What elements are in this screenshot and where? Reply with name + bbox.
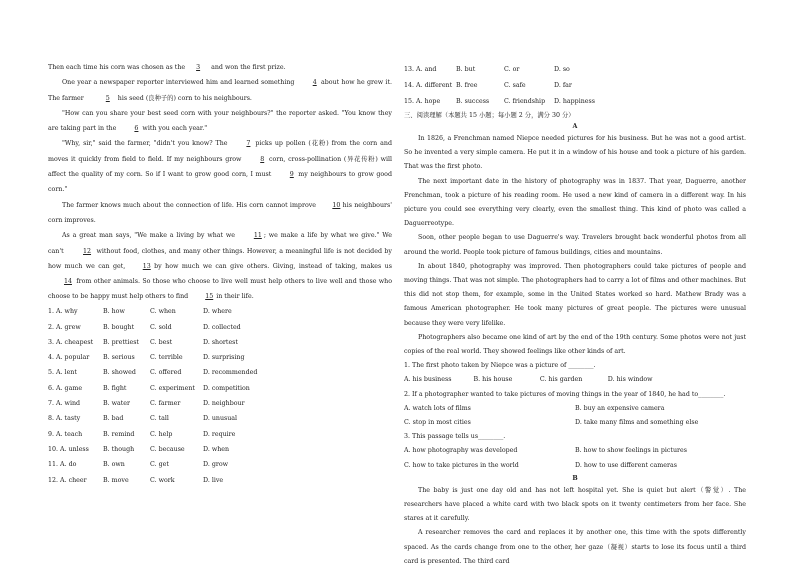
passage-a-paragraph: In 1826, a Frenchman named Niepce needed pictures for his business. But he was not a good artist. So he invented a very simple camera. He put it in a window of his house and took a picture of his garden. That was the first photo.	[404, 135, 746, 171]
left-column	[48, 60, 392, 488]
option-row: 12. A. cheer B. move C. work D. live	[48, 476, 224, 484]
section-title: 三、阅读理解（本题共 15 小题；每小题 2 分，满分 30 分）	[404, 112, 575, 119]
question-1: 1. The first photo taken by Niepce was a picture of ________.	[404, 362, 596, 370]
left-line-6: As a great man says, "We make a living by what we 11 ; we make a life by what we give." We can't 12 without food, clothes, and many other things. However, a meaningful life is not decided by how much we can get, 13 by how much we can give others. Giving, instead of taking, makes us 14 from other animals. So those who choose to live well must help others to live well and those who choose to be happy must help others to find 15 in their life.	[48, 232, 392, 301]
option-row: 3. A. cheapest B. prettiest C. best D. shortest	[48, 338, 238, 346]
left-line-2: One year a newspaper reporter interviewed him and learned something 4 about how he grew it. The farmer 5 his seed (良种子的) corn to his neighbours.	[48, 79, 392, 102]
passage-label-b: B	[572, 474, 578, 482]
question-1-options: A. his business B. his house C. his garden D. his window	[404, 376, 653, 384]
left-line-5: The farmer knows much about the connection of life. His corn cannot improve 10 his neighbours' corn improves.	[48, 201, 392, 224]
question-3-options: A. how photography was developed B. how to show feelings in pictures	[404, 447, 687, 455]
passage-a-paragraph: Soon, other people began to use Daguerre's way. Travelers brought back wonderful photos from all around the world. People took picture of famous buildings, cities and mountains.	[404, 234, 746, 256]
left-line-3: "How can you share your best seed corn with your neighbours?" the reporter asked. "You know they are taking part in the 6 with you each year."	[48, 109, 392, 133]
passage-b-paragraph: The baby is just one day old and has not left hospital yet. She is quiet but alert（警觉）. The researchers have placed a white card with two black spots on it twenty centimeters from her face. She stares at it carefully.	[404, 486, 746, 523]
option-row: 11. A. do B. own C. get D. grow	[48, 461, 229, 469]
option-row: 2. A. grew B. bought C. sold D. collected	[48, 323, 241, 331]
option-row: 10. A. unless B. though C. because D. when	[48, 445, 230, 453]
right-column	[404, 62, 746, 569]
option-row: 6. A. game B. fight C. experiment D. competition	[48, 384, 250, 392]
option-row: 7. A. wind B. water C. farmer D. neighbour	[48, 400, 245, 408]
question-2-options: A. watch lots of films B. buy an expensive camera	[404, 404, 665, 412]
question-3-options: C. how to take pictures in the world D. how to use different cameras	[404, 461, 677, 469]
question-2-options: C. stop in most cities D. take many films and something else	[404, 418, 699, 426]
cloze-options	[48, 305, 392, 489]
option-row: 13. A. and B. but C. or D. so	[404, 65, 570, 73]
left-line-1: Then each time his corn was chosen as the 3 and won the first prize.	[48, 64, 286, 71]
passage-a-paragraph: The next important date in the history of photography was in 1837. That year, Daguerre, another Frenchman, took a picture of his reading room. He used a new kind of camera in a different way. In his picture you could see everything very clearly, even the smallest thing. This kind of photo was called a Daguerreotype.	[404, 177, 746, 228]
option-row: 9. A. teach B. remind C. help D. require	[48, 430, 236, 438]
passage-b-paragraph: A researcher removes the card and replaces it by another one, this time with the spots differently spaced. As the cards change from one to the other, her gaze（凝视）starts to lose its focus until a third card is presented. The third card	[404, 529, 746, 565]
option-row: 14. A. different B. free C. safe D. far	[404, 81, 572, 89]
option-row: 8. A. tasty B. bad C. tall D. unusual	[48, 415, 238, 423]
left-line-4: "Why, sir," said the farmer, "didn't you know? The 7 picks up pollen (花粉) from the corn and moves it quickly from field to field. If my neighbours grow 8 corn, cross-pollination (异花传粉) will affect the quality of my corn. So if I want to grow good corn, I must 9 my neighbours to grow good corn."	[48, 140, 393, 194]
option-row: 15. A. hope B. success C. friendship D. happiness	[404, 97, 595, 105]
passage-a-paragraph: In about 1840, photography was improved. Then photographers could take pictures of people and moving things. That was not simple. The photographers had to carry a lot of films and other machines. But this did not stop them, for example, some in the United States worked so hard. Mathew Brady was a famous American photographer. He took many pictures of great people. The pictures were unusual because they were very lifelike.	[404, 262, 746, 327]
question-3: 3. This passage tells us________.	[404, 433, 506, 441]
question-2: 2. If a photographer wanted to take pictures of moving things in the year of 1840, he had to________.	[404, 390, 726, 398]
passage-label-a: A	[572, 123, 578, 130]
option-row: 4. A. popular B. serious C. terrible D. surprising	[48, 354, 245, 362]
option-row: 5. A. lent B. showed C. offered D. recommended	[48, 369, 258, 377]
passage-a-paragraph: Photographers also became one kind of art by the end of the 19th century. Some photos were not just copies of the real world. They showed feelings like other kinds of art.	[404, 333, 746, 356]
option-row: 1. A. why B. how C. when D. where	[48, 308, 232, 316]
